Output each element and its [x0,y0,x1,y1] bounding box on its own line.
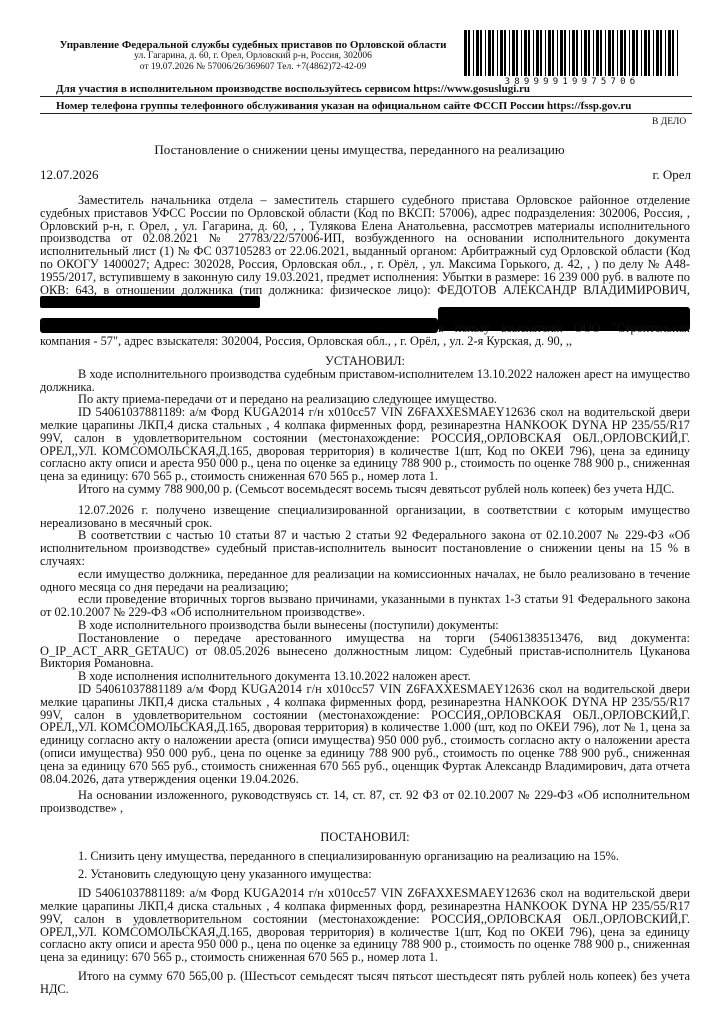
document-date: 12.07.2026 [40,167,99,182]
divider [40,96,692,97]
org-address: ул. Гагарина, д. 60, г. Орел, Орловский р-н, Россия, 302006 [134,51,372,61]
paragraph: В ходе исполнительного производства судебным приставом-исполнителем 13.10.2022 наложен арест на имущество должника. [40,366,690,394]
paragraph: ID 54061037881189: а/м Форд KUGA2014 г/н х010сс57 VIN Z6FAXXESMAEY12636 скол на водительской двери мелкие царапины ЛКП,4 диска стальных , 4 колпака фирменных форд, резинарезтна HANKOOK DYNA HP 235/55/R17 99V, салон в удовлетворительном состоянии (местонахождение: РОССИЯ,,ОРЛОВСКАЯ ОБЛ.,ОРЛОВСКИЙ,Г. ОРЕЛ,,УЛ. КОМСОМОЛЬСКАЯ,Д.165, дворовая территория) в количестве 1(шт, Код по ОКЕИ 796), цена за единицу согласно акту описи и ареста 950 000 р., цена по оценке за единицу 788 900 р., стоимость по оценке 788 900 р., сниженная цена за единицу: 670 565 р., стоимость сниженная 670 565 р., номер лота 1. [40,886,690,965]
paragraph: На основании изложенного, руководствуясь ст. 14, ст. 87, ст. 92 ФЗ от 02.10.2007 № 229-ФЗ «Об исполнительном производстве» , [40,788,690,816]
org-name: Управление Федеральной службы судебных приставов по Орловской области [59,39,447,51]
paragraph: Постановление о передаче арестованного имущества на торги (54061383513476, вид документа: O_IP_ACT_ARR_GETAUC) от 08.05.2026 вынесено должностным лицом: Судебный пристав-исполнитель Цуканова Виктория Романовна. [40,630,690,671]
paragraph: В ходе исполнения исполнительного документа 13.10.2022 наложен арест. [78,669,471,684]
intro-part-1: Заместитель начальника отдела – заместитель старшего судебного пристава Орловское районное отделение судебных приставов УФСС России по Орловской области (Код по ВКСП: 57006), адрес подразделения: 302006, Россия, , Орловский р-н, г. Орел, , ул. Гагарина, д. 60, , , Тулякова Елена Анатольевна, рассмотрев материалы исполнительного производства от 02.08.2021 № 27783/22/57006-ИП, возбужденного на основании исполнительного документа исполнительный лист (1) № ФС 037105283 от 22.06.2021, выданный органом: Арбитражный суд Орловской области (Код по ОКОГУ 1400027; Адрес: 302028, Россия, Орловская обл., , г. Орёл, , ул. Максима Горького, д. 42, , ) по делу № А48-1955/2017, вступившему в законную силу 19.03.2021, предмет исполнения: Убытки в размере: 16 239 000 руб. в валюте по ОКВ: 643, в отношении должника (тип должника: физическое лицо): ФЕДОТОВ АЛЕКСАНДР ВЛАДИМИРОВИЧ, [40,193,690,297]
paragraph: 1. Снизить цену имущества, переданного в специализированную организацию на реализацию на 15%. [78,848,619,863]
paragraph: ID 54061037881189 а/м Форд KUGA2014 г/н х010сс57 VIN Z6FAXXESMAEY12636 скол на водительской двери мелкие царапины ЛКП,4 диска стальных , 4 колпака фирменных форд, резинарезтна HANKOOK DYNA HP 235/55/R17 99V, салон в удовлетворительном состоянии (местонахождение: РОССИЯ,,ОРЛОВСКАЯ ОБЛ.,ОРЛОВСКИЙ,Г. ОРЕЛ,,УЛ. КОМСОМОЛЬСКАЯ,Д.165, дворовая территория) в количестве 1.000 (шт, код по ОКЕИ 796), лот № 1, цена за единицу согласно акту о наложении ареста (описи имущества) 950 000 руб., стоимость согласно акту о наложении ареста (описи имущества) 950 000 руб., цена по оценке за единицу 788 900 руб., стоимость по оценке 788 900 руб., сниженная цена за единицу 670 565 руб., стоимость сниженная 670 565 руб., оценщик Фуртак Александр Владимирович, дата отчета 08.04.2026, дата утверждения оценки 19.04.2026. [40,681,690,786]
intro-paragraph [40,194,690,309]
divider [40,113,692,114]
postanovil-heading: ПОСТАНОВИЛ: [320,829,410,844]
ustanovil-heading: УСТАНОВИЛ: [325,354,405,368]
paragraph: Итого на сумму 670 565,00 р. (Шестьсот семьдесят тысяч пятьсот шестьдесят пять рублей ноль копеек) без учета НДС. [40,969,690,996]
ustanovil-section [40,355,690,996]
gosuslugi-line: Для участия в исполнительном производстве воспользуйтесь сервисом https://www.gosuslugi.ru [56,83,531,95]
org-header [48,40,458,73]
paragraph: В соответствии с частью 10 статьи 87 и частью 2 статьи 92 Федерального закона от 02.10.2007 № 229-ФЗ «Об исполнительном производстве» судебный пристав-исполнитель выносит постановление о снижении цены на 15 % в случаях: [40,528,690,568]
intro-text [40,194,690,309]
document-city: г. Орел [652,167,691,182]
org-details: от 19.07.2026 № 57006/26/369607 Тел. +7(4862)72-42-09 [139,62,367,72]
paragraph: По акту приема-передачи от и передано на реализацию следующее имущество. [78,392,497,407]
v-delo-label: В ДЕЛО [652,117,687,127]
paragraph: Итого на сумму 788 900,00 р. (Семьсот восемьдесят восемь тысяч девятьсот рублей ноль копеек) без учета НДС. [78,481,675,496]
paragraph: В ходе исполнительного производства были вынесены (поступили) документы: [78,617,499,632]
paragraph: ID 54061037881189: а/м Форд KUGA2014 г/н х010сс57 VIN Z6FAXXESMAEY12636 скол на водительской двери мелкие царапины ЛКП,4 диска стальных , 4 колпака фирменных форд, резинарезтна HANKOOK DYNA HP 235/55/R17 99V, салон в удовлетворительном состоянии (местонахождение: РОССИЯ,,ОРЛОВСКАЯ ОБЛ.,ОРЛОВСКИЙ,Г. ОРЕЛ,,УЛ. КОМСОМОЛЬСКАЯ,Д.165, дворовая территория) в количестве 1(шт, Код по ОКЕИ 796), цена за единицу согласно акту описи и ареста 950 000 р., цена по оценке за единицу 788 900 р., стоимость по оценке 788 900 р., сниженная цена за единицу: 670 565 р., стоимость сниженная 670 565 р., номер лота 1. [40,405,690,484]
barcode-icon [462,30,682,76]
barcode-number: 3899991997570б [504,77,640,87]
paragraph: если имущество должника, переданное для реализации на комиссионных началах, не было реализовано в течение одного месяца со дня передачи на реализацию; [40,566,690,594]
redaction-block [40,296,260,308]
paragraph: 12.07.2026 г. получено извещение специализированной организации, в соответствии с которым имущество нереализовано в месячный срок. [40,502,690,530]
intro-text-2: в пользу взыскателя: ООО "Строительная компания - 57", адрес взыскателя: 302004, Россия, Орловская обл., , г. Орёл, , ул. 2-я Курская, д. 90, ,, [40,321,690,348]
paragraph: если проведение вторичных торгов вызвано причинами, указанными в пунктах 1-3 статьи 91 Федерального закона от 02.10.2007 № 229-ФЗ «Об исполнительном производстве». [40,592,690,620]
phone-line: Номер телефона группы телефонного обслуживания указан на официальном сайте ФССП России https://fssp.gov.ru [56,100,632,112]
document-title: Постановление о снижении цены имущества, переданного на реализацию [154,142,565,157]
intro-continued [40,322,690,348]
paragraph: 2. Установить следующую цену указанного имущества: [78,867,372,882]
